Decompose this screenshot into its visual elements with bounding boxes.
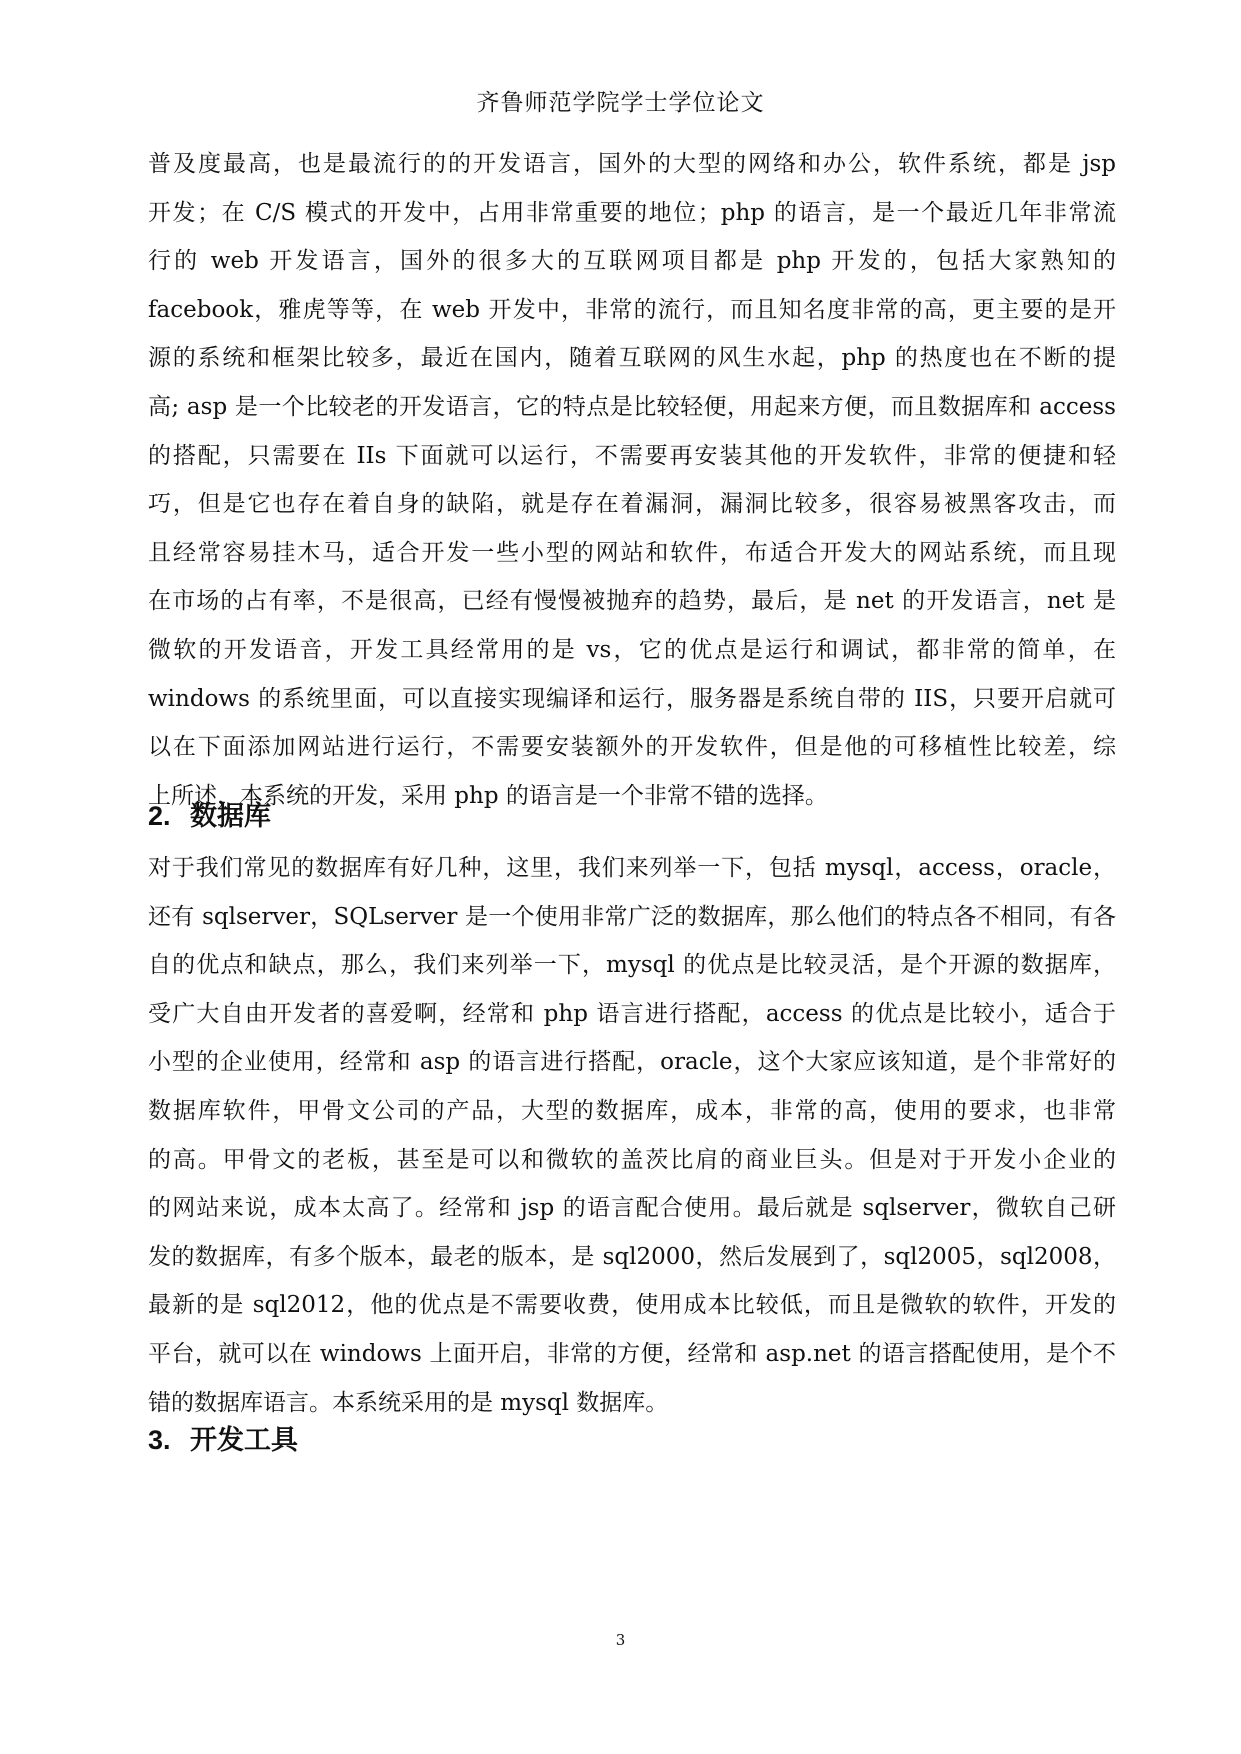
text-line: 以在下面添加网站进行运行，不需要安装额外的开发软件，但是他的可移植性比较差，综 <box>148 734 1116 761</box>
text-line: 平台，就可以在 windows 上面开启，非常的方便，经常和 asp.net 的语言搭配使用，是个不 <box>148 1340 1116 1367</box>
text-line: 的网站来说，成本太高了。经常和 jsp 的语言配合使用。最后就是 sqlserver，微软自己研 <box>148 1195 1116 1222</box>
text-line: windows 的系统里面，可以直接实现编译和运行，服务器是系统自带的 IIS，只要开启就可 <box>148 685 1116 712</box>
text-line: 微软的开发语音，开发工具经常用的是 vs，它的优点是运行和调试，都非常的简单，在 <box>148 636 1116 663</box>
text-line: 开发；在 C/S 模式的开发中，占用非常重要的地位；php 的语言，是一个最近几年非常流 <box>148 199 1116 226</box>
section-number: 3. <box>148 1425 171 1455</box>
text-line: 最新的是 sql2012，他的优点是不需要收费，使用成本比较低，而且是微软的软件，开发的 <box>148 1292 1116 1319</box>
text-line: 源的系统和框架比较多，最近在国内，随着互联网的风生水起，php 的热度也在不断的提 <box>148 345 1116 372</box>
text-line: 受广大自由开发者的喜爱啊，经常和 php 语言进行搭配，access 的优点是比较小，适合于 <box>148 1000 1116 1027</box>
text-line: 小型的企业使用，经常和 asp 的语言进行搭配，oracle，这个大家应该知道，是个非常好的 <box>148 1049 1116 1076</box>
section-title: 开发工具 <box>190 1425 298 1455</box>
text-line: 自的优点和缺点，那么，我们来列举一下，mysql 的优点是比较灵活，是个开源的数据库， <box>148 952 1116 979</box>
text-line: 且经常容易挂木马，适合开发一些小型的网站和软件，布适合开发大的网站系统，而且现 <box>148 539 1116 566</box>
body-paragraph-database <box>148 844 1116 1427</box>
text-line: 错的数据库语言。本系统采用的是 mysql 数据库。 <box>148 1389 669 1416</box>
section-heading-database <box>148 798 271 834</box>
text-line: 普及度最高，也是最流行的的开发语言，国外的大型的网络和办公，软件系统，都是 jsp <box>148 151 1116 177</box>
text-line: 的高。甲骨文的老板，甚至是可以和微软的盖茨比肩的商业巨头。但是对于开发小企业的 <box>148 1146 1116 1173</box>
text-line: 的搭配，只需要在 IIs 下面就可以运行，不需要再安装其他的开发软件，非常的便捷和轻 <box>148 442 1116 469</box>
page-number: 3 <box>615 1631 626 1649</box>
section-number: 2. <box>148 801 171 831</box>
text-line: 还有 sqlserver，SQLserver 是一个使用非常广泛的数据库，那么他们的特点各不相同，有各 <box>148 903 1116 930</box>
text-line: 巧，但是它也存在着自身的缺陷，就是存在着漏洞，漏洞比较多，很容易被黑客攻击，而 <box>148 491 1116 518</box>
text-line: facebook，雅虎等等，在 web 开发中，非常的流行，而且知名度非常的高，更主要的是开 <box>148 296 1116 323</box>
body-paragraph-languages <box>148 140 1116 820</box>
text-line: 发的数据库，有多个版本，最老的版本，是 sql2000，然后发展到了，sql2005，sql2008， <box>148 1243 1116 1270</box>
text-line: 在市场的占有率，不是很高，已经有慢慢被抛弃的趋势，最后，是 net 的开发语言，net 是 <box>148 588 1116 615</box>
text-line: 上所述，本系统的开发，采用 php 的语言是一个非常不错的选择。 <box>148 782 828 809</box>
text-line: 对于我们常见的数据库有好几种，这里，我们来列举一下，包括 mysql，access，oracle， <box>148 855 1116 881</box>
text-line: 行的 web 开发语言，国外的很多大的互联网项目都是 php 开发的，包括大家熟知的 <box>148 248 1116 275</box>
section-title: 数据库 <box>190 801 271 831</box>
text-line: 数据库软件，甲骨文公司的产品，大型的数据库，成本，非常的高，使用的要求，也非常 <box>148 1097 1116 1124</box>
text-line: 高; asp 是一个比较老的开发语言，它的特点是比较轻便，用起来方便，而且数据库和 access <box>148 393 1116 420</box>
section-heading-dev-tools <box>148 1422 298 1458</box>
running-header: 齐鲁师范学院学士学位论文 <box>476 90 765 116</box>
